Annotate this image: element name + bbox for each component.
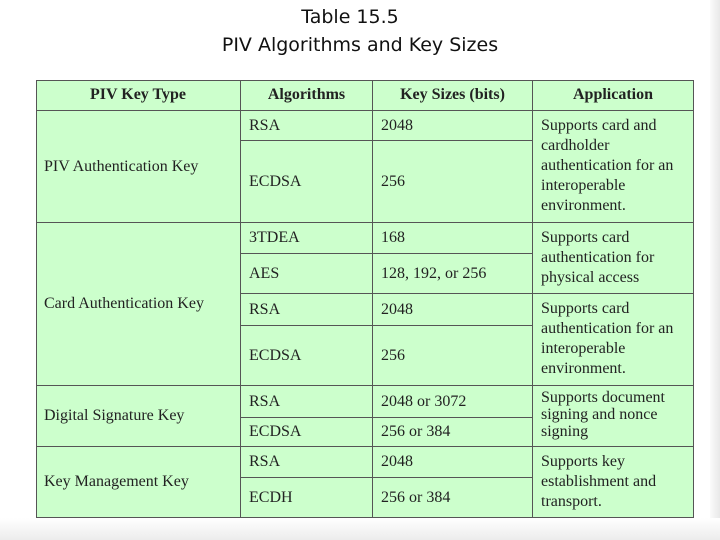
key-size-cell: 128, 192, or 256 [373,254,533,294]
application-cell: Supports card and cardholder authentication for an interoperable environment. [533,111,694,223]
algorithm-cell: AES [241,254,373,294]
algorithm-cell: RSA [241,111,373,141]
key-size-cell: 256 or 384 [373,478,533,518]
header-key-sizes: Key Sizes (bits) [373,80,533,111]
slide-edge-shadow [710,0,720,540]
algorithm-cell: ECDH [241,478,373,518]
table-title: PIV Algorithms and Key Sizes [221,34,499,56]
key-size-cell: 256 [373,141,533,223]
key-size-cell: 256 [373,326,533,386]
header-algorithms: Algorithms [241,80,373,111]
key-type-piv-authentication: PIV Authentication Key [36,111,241,223]
slide-bottom-shadow [0,518,720,540]
algorithm-cell: RSA [241,447,373,478]
key-size-cell: 256 or 384 [373,418,533,447]
header-key-type: PIV Key Type [36,80,241,111]
key-size-cell: 2048 or 3072 [373,386,533,418]
key-size-cell: 2048 [373,111,533,141]
piv-table [36,80,694,518]
algorithm-cell: ECDSA [241,326,373,386]
algorithm-cell: ECDSA [241,418,373,447]
application-cell: Supports key establishment and transport. [533,447,694,518]
algorithm-cell: ECDSA [241,141,373,223]
key-size-cell: 2048 [373,294,533,326]
key-type-key-management: Key Management Key [36,447,241,518]
header-application: Application [533,80,694,111]
key-size-cell: 2048 [373,447,533,478]
application-cell: Supports card authentication for an interoperable environment. [533,294,694,386]
key-type-digital-signature: Digital Signature Key [36,386,241,447]
key-type-card-authentication: Card Authentication Key [36,223,241,386]
algorithm-cell: RSA [241,386,373,418]
application-cell: Supports card authentication for physical access [533,223,694,294]
application-cell: Supports document signing and nonce signing [533,386,694,447]
table-number: Table 15.5 [301,6,399,28]
key-size-cell: 168 [373,223,533,254]
algorithm-cell: 3TDEA [241,223,373,254]
algorithm-cell: RSA [241,294,373,326]
